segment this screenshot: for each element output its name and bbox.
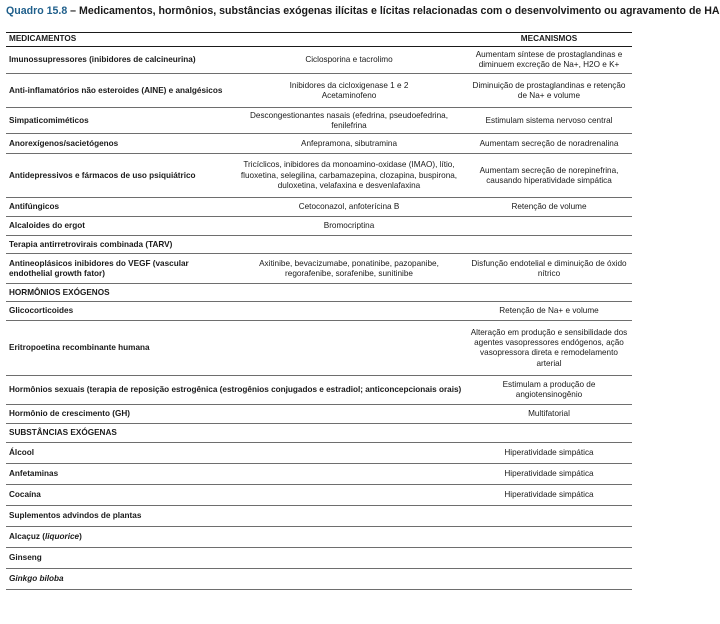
row-name: Glicocorticoides [6,302,232,321]
table-row [6,302,632,321]
row-mechanism: Aumentam síntese de prostaglandinas e diminuem excreção de Na+, H2O e K+ [466,47,632,74]
header-medicamentos: MEDICAMENTOS [6,33,232,47]
table-row [6,254,632,284]
row-name: Hormônio de crescimento (GH) [6,405,232,424]
row-cause [232,302,466,321]
table-row [6,485,632,506]
row-cause: Cetoconazol, anfoterícina B [232,198,466,217]
row-cause [232,464,466,485]
table-row [6,405,632,424]
row-mechanism: Diminuição de prostaglandinas e retenção de Na+ e volume [466,74,632,108]
table-row [6,236,632,254]
section-title: SUBSTÂNCIAS EXÓGENAS [6,424,632,443]
header-blank [232,33,466,47]
row-cause [232,405,466,424]
section-header-substances [6,424,632,443]
table-header-row [6,33,632,47]
row-mechanism: Alteração em produção e sensibilidade dos agentes vasopressores endógenos, ação vasopressora direta e remodelamento arterial [466,321,632,376]
row-cause [232,485,466,506]
table-caption [6,5,720,17]
table-row [6,154,632,198]
row-mechanism [466,569,632,590]
table-row [6,47,632,74]
row-cause [232,527,466,548]
row-cause-line1: Inibidores da cicloxigenase 1 e 2 [289,80,409,90]
table-row [6,569,632,590]
row-mechanism: Estimulam sistema nervoso central [466,108,632,134]
row-name: Suplementos advindos de plantas [6,506,232,527]
caption-label: Quadro 15.8 [6,5,68,17]
row-mechanism: Multifatorial [466,405,632,424]
row-cause [232,443,466,464]
row-name: Alcaloides do ergot [6,217,232,236]
row-mechanism: Retenção de Na+ e volume [466,302,632,321]
table-row [6,506,632,527]
row-mechanism: Disfunção endotelial e diminuição de óxido nítrico [466,254,632,284]
row-cause [232,548,466,569]
row-name: Álcool [6,443,232,464]
table-row [6,443,632,464]
row-name: Eritropoetina recombinante humana [6,321,232,376]
row-mechanism [466,548,632,569]
row-mechanism [466,506,632,527]
row-name: Antineoplásicos inibidores do VEGF (vascular endothelial growth fator) [6,254,232,284]
table-row [6,548,632,569]
row-name: Ginkgo biloba [6,569,232,590]
row-mechanism: Hiperatividade simpática [466,464,632,485]
row-name: Alcaçuz (liquorice) [6,527,232,548]
table-row [6,217,632,236]
drug-table [6,32,632,590]
header-mecanismos: MECANISMOS [466,33,632,47]
section-header-hormones [6,284,632,302]
row-name: Anti-inflamatórios não esteroides (AINE) e analgésicos [6,74,232,108]
table-row [6,108,632,134]
row-cause: Anfepramona, sibutramina [232,134,466,154]
row-mechanism: Aumentam secreção de noradrenalina [466,134,632,154]
row-cause [232,236,466,254]
row-cause: Bromocriptina [232,217,466,236]
row-cause: Axitinibe, bevacizumabe, ponatinibe, pazopanibe, regorafenibe, sorafenibe, sunitinibe [232,254,466,284]
row-cause [232,506,466,527]
row-cause: Ciclosporina e tacrolimo [232,47,466,74]
row-name: Ginseng [6,548,232,569]
row-cause: Tricíclicos, inibidores da monoamino-oxidase (IMAO), lítio, fluoxetina, selegilina, carbamazepina, clozapina, buspirona, duloxetina, velafaxina e desvenlafaxina [232,154,466,198]
section-title: HORMÔNIOS EXÓGENOS [6,284,632,302]
row-mechanism [466,236,632,254]
row-cause: Descongestionantes nasais (efedrina, pseudoefedrina, fenilefrina [232,108,466,134]
row-cause [232,569,466,590]
table-row [6,198,632,217]
table-row [6,134,632,154]
row-name: Terapia antirretrovirais combinada (TARV) [6,236,232,254]
table-row [6,376,632,405]
row-cause [232,321,466,376]
table-row [6,527,632,548]
row-name: Anfetaminas [6,464,232,485]
row-name: Hormônios sexuais (terapia de reposição estrogênica (estrogênios conjugados e estradiol; anticoncepcionais orais) [6,376,466,405]
table-row [6,74,632,108]
row-mechanism: Hiperatividade simpática [466,485,632,506]
row-name: Imunossupressores (inibidores de calcineurina) [6,47,232,74]
row-mechanism: Estimulam a produção de angiotensinogênio [466,376,632,405]
row-name: Anorexígenos/sacietógenos [6,134,232,154]
row-name: Cocaína [6,485,232,506]
table-row [6,464,632,485]
row-mechanism [466,217,632,236]
row-cause-line2: Acetaminofeno [321,90,377,100]
row-mechanism: Aumentam secreção de norepinefrina, causando hiperatividade simpática [466,154,632,198]
caption-text: – Medicamentos, hormônios, substâncias exógenas ilícitas e lícitas relacionadas com o desenvolvimento ou agravamento de HA [67,5,720,17]
row-mechanism: Retenção de volume [466,198,632,217]
row-cause [232,74,466,108]
row-name: Antidepressivos e fármacos de uso psiquiátrico [6,154,232,198]
row-name: Simpaticomiméticos [6,108,232,134]
table-row [6,321,632,376]
row-mechanism [466,527,632,548]
row-name: Antifúngicos [6,198,232,217]
row-mechanism: Hiperatividade simpática [466,443,632,464]
